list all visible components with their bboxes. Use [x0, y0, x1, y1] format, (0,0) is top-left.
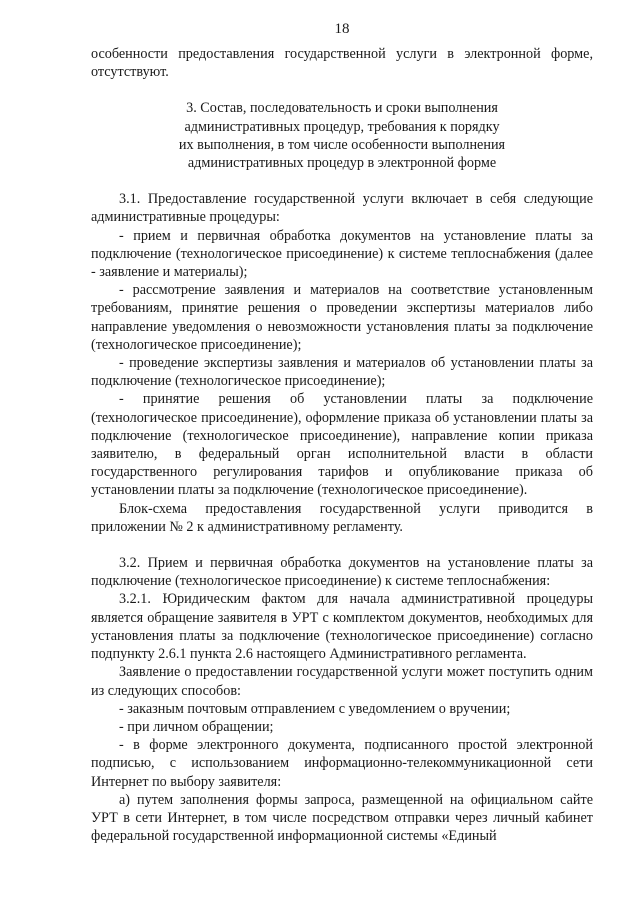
list-item: - при личном обращении;	[119, 718, 274, 735]
intro-text: особенности предоставления государственной услуги в электронной форме, отсутствуют.	[91, 46, 593, 81]
heading-line: их выполнения, в том числе особенности выполнения	[178, 136, 506, 153]
list-item: - проведение экспертизы заявления и материалов об установлении платы за подключение (технологическое присоединение);	[91, 355, 593, 390]
section-heading	[91, 99, 593, 172]
document-page	[91, 20, 593, 845]
paragraph-methods: Заявление о предоставлении государственной услуги может поступить одним из следующих способов:	[91, 664, 593, 699]
page-number: 18	[334, 21, 350, 37]
list-item: - принятие решения об установлении платы за подключение (технологическое присоединение), оформление приказа об установлении платы за подключение (технологическое присоединение), направление копии приказа заявителю, в федеральный орган исполнительной власти в области государственного регулирования тарифов и опубликование приказа об установлении платы за подключение (технологическое присоединение).	[91, 391, 593, 499]
paragraph-option-a: а) путем заполнения формы запроса, размещенной на официальном сайте УРТ в сети Интернет, в том числе посредством отправки через личный кабинет федеральной государственной информационной системы «Единый	[91, 791, 593, 845]
list-item: - прием и первичная обработка документов на установление платы за подключение (технологическое присоединение) к системе теплоснабжения (далее - заявление и материалы);	[91, 227, 593, 281]
heading-line: административных процедур, требования к порядку	[184, 118, 500, 135]
list-item: - рассмотрение заявления и материалов на соответствие установленным требованиям, принятие решения о проведении экспертизы материалов либо направление уведомления о невозможности установления платы за подключение (технологическое присоединение);	[91, 282, 593, 353]
heading-line: административных процедур в электронной форме	[187, 155, 497, 172]
paragraph-3-1: 3.1. Предоставление государственной услуги включает в себя следующие административные процедуры:	[91, 191, 593, 226]
paragraph-3-2: 3.2. Прием и первичная обработка документов на установление платы за подключение (технологическое присоединение) к системе теплоснабжения:	[91, 555, 593, 590]
paragraph-3-2-1: 3.2.1. Юридическим фактом для начала административной процедуры является обращение заявителя в УРТ с комплектом документов, необходимых для установления платы за подключение (технологическое присоединение) согласно подпункту 2.6.1 пункта 2.6 настоящего Административного регламента.	[91, 591, 593, 663]
paragraph-block-scheme: Блок-схема предоставления государственной услуги приводится в приложении № 2 к административному регламенту.	[91, 500, 593, 535]
heading-line: 3. Состав, последовательность и сроки выполнения	[186, 100, 498, 117]
list-item: - заказным почтовым отправлением с уведомлением о вручении;	[119, 700, 511, 717]
list-item: - в форме электронного документа, подписанного простой электронной подписью, с использованием информационно-телекоммуникационной сети Интернет по выбору заявителя:	[91, 737, 593, 790]
